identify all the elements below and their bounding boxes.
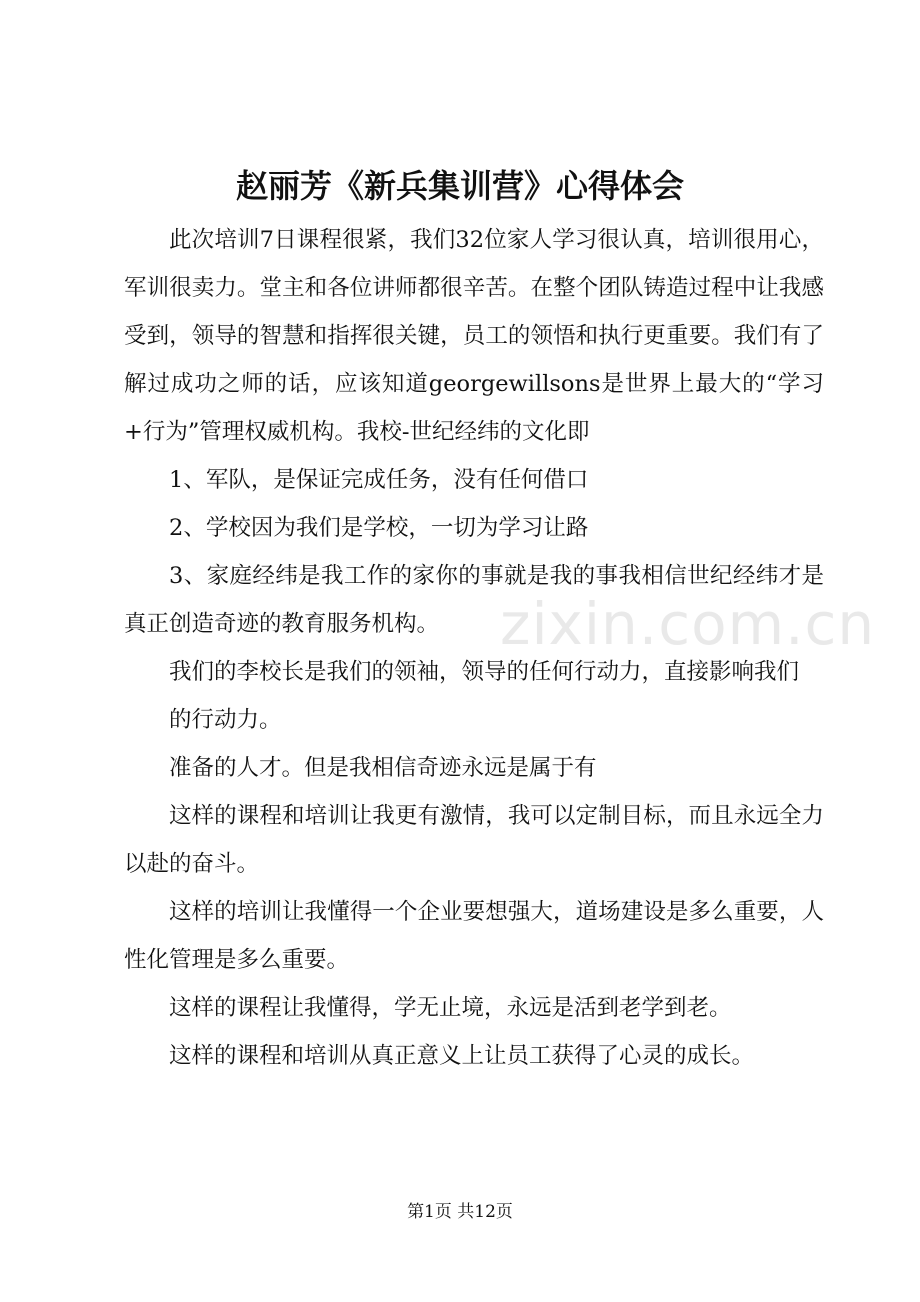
list-item: 1、军队，是保证完成任务，没有任何借口 [169,467,589,493]
list-item: 3、家庭经纬是我工作的家你的事就是我的事我相信世纪经纬才是真正创造奇迹的教育服务机构。 [124,563,824,637]
paragraph: 这样的课程和培训从真正意义上让员工获得了心灵的成长。 [169,1043,755,1069]
paragraph: 我们的李校长是我们的领袖，领导的任何行动力，直接影响我们 [169,659,800,685]
paragraph: 的行动力。 [169,707,282,733]
paragraph: 准备的人才。但是我相信奇迹永远是属于有 [169,755,597,781]
document-title: 赵丽芳《新兵集训营》心得体会 [235,167,684,205]
paragraph: 这样的课程让我懂得，学无止境，永远是活到老学到老。 [169,995,732,1021]
page-footer: 第1页 共12页 [407,1202,513,1222]
document-body [124,216,824,1080]
paragraph: 此次培训7日课程很紧，我们32位家人学习很认真，培训很用心，军训很卖力。堂主和各位讲师都很辛苦。在整个团队铸造过程中让我感受到，领导的智慧和指挥很关键，员工的领悟和执行更重要。我们有了解过成功之师的话，应该知道georgewillsons是世界上最大的“学习+行为”管理权威机构。我校-世纪经纬的文化即 [124,227,824,445]
watermark: zixin.com.cn [500,590,876,658]
paragraph: 这样的课程和培训让我更有激情，我可以定制目标，而且永远全力以赴的奋斗。 [124,803,824,877]
paragraph: 这样的培训让我懂得一个企业要想强大，道场建设是多么重要，人性化管理是多么重要。 [124,899,824,973]
list-item: 2、学校因为我们是学校，一切为学习让路 [169,515,589,541]
